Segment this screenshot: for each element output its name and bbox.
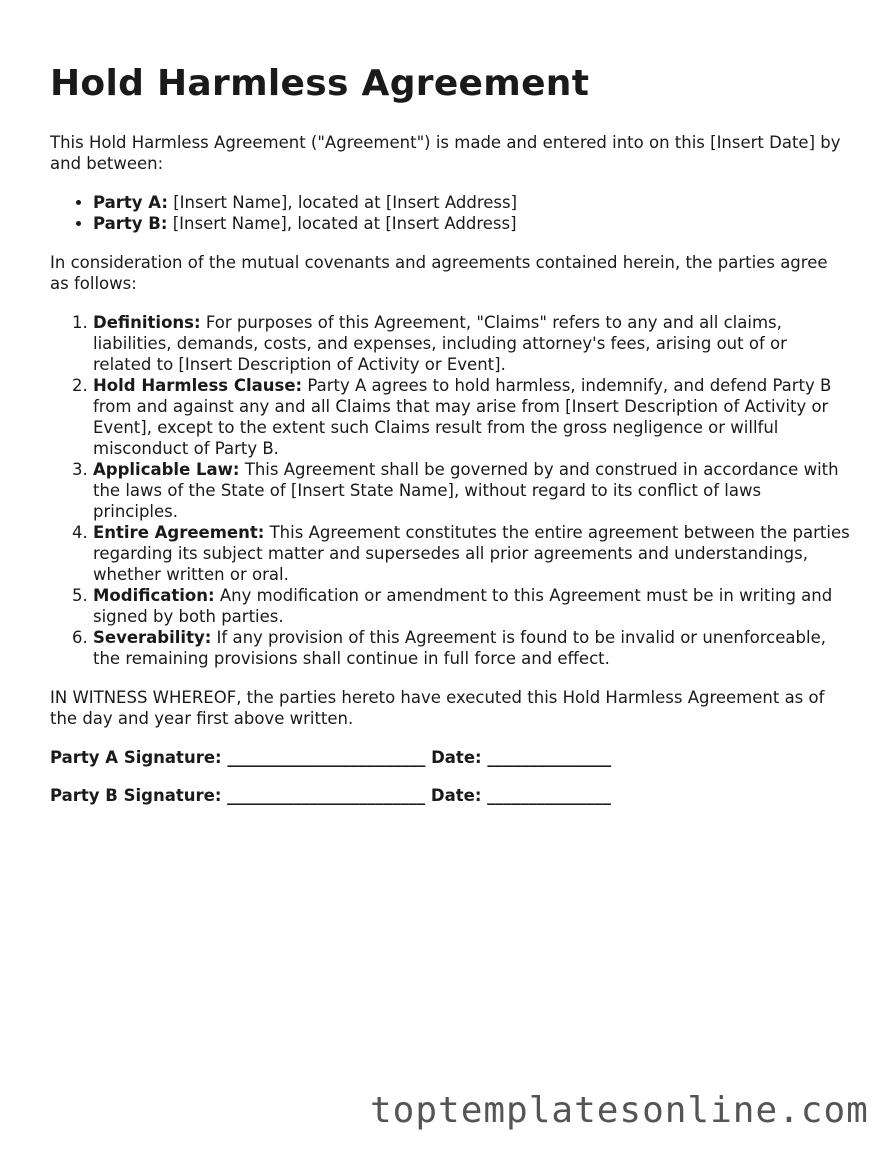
clause-text: For purposes of this Agreement, "Claims" refers to any and all claims, liabilities, demands, costs, and expenses, including attorney's fees, arising out of or related to [Insert Description of Activity or Event]. — [93, 313, 787, 374]
party-a-signature-line: Party A Signature: ________________________ Date: _______________ — [50, 748, 612, 767]
party-item — [93, 213, 850, 234]
clause-text: If any provision of this Agreement is found to be invalid or unenforceable, the remaining provisions shall continue in full force and effect. — [93, 628, 826, 668]
clauses-list — [50, 312, 850, 669]
clause-label: Definitions: — [93, 313, 201, 332]
clause-label: Entire Agreement: — [93, 523, 265, 542]
clause-item — [93, 627, 850, 669]
document-title: Hold Harmless Agreement — [50, 63, 590, 104]
clause-text: Any modification or amendment to this Agreement must be in writing and signed by both parties. — [93, 586, 833, 626]
document — [50, 62, 850, 823]
clause-item — [93, 585, 850, 627]
clause-item — [93, 312, 850, 375]
clause-text: This Agreement constitutes the entire agreement between the parties regarding its subject matter and supersedes all prior agreements and understandings, whether written or oral. — [93, 523, 850, 584]
clause-text: Party A agrees to hold harmless, indemnify, and defend Party B from and against any and all Claims that may arise from [Insert Description of Activity or Event], except to the extent such Claims result from the gross negligence or willful misconduct of Party B. — [93, 376, 832, 458]
parties-list — [50, 192, 850, 234]
party-label: Party A: — [93, 193, 168, 212]
watermark: toptemplatesonline.com — [370, 1090, 869, 1131]
party-text: [Insert Name], located at [Insert Address] — [167, 193, 518, 212]
witness-paragraph: IN WITNESS WHEREOF, the parties hereto have executed this Hold Harmless Agreement as of the day and year first above written. — [50, 688, 825, 728]
clause-label: Hold Harmless Clause: — [93, 376, 303, 395]
party-label: Party B: — [93, 214, 168, 233]
clause-label: Severability: — [93, 628, 212, 647]
clause-item — [93, 459, 850, 522]
party-b-signature-line: Party B Signature: ________________________ Date: _______________ — [50, 786, 611, 805]
party-text: [Insert Name], located at [Insert Address] — [167, 214, 517, 233]
clause-label: Modification: — [93, 586, 215, 605]
clause-text: This Agreement shall be governed by and construed in accordance with the laws of the State of [Insert State Name], without regard to its conflict of laws principles. — [93, 460, 839, 521]
intro-paragraph: This Hold Harmless Agreement ("Agreement") is made and entered into on this [Insert Date] by and between: — [50, 133, 841, 173]
clause-item — [93, 375, 850, 459]
party-item — [93, 192, 850, 213]
clause-label: Applicable Law: — [93, 460, 240, 479]
clause-item — [93, 522, 850, 585]
consideration-paragraph: In consideration of the mutual covenants and agreements contained herein, the parties agree as follows: — [50, 253, 828, 293]
